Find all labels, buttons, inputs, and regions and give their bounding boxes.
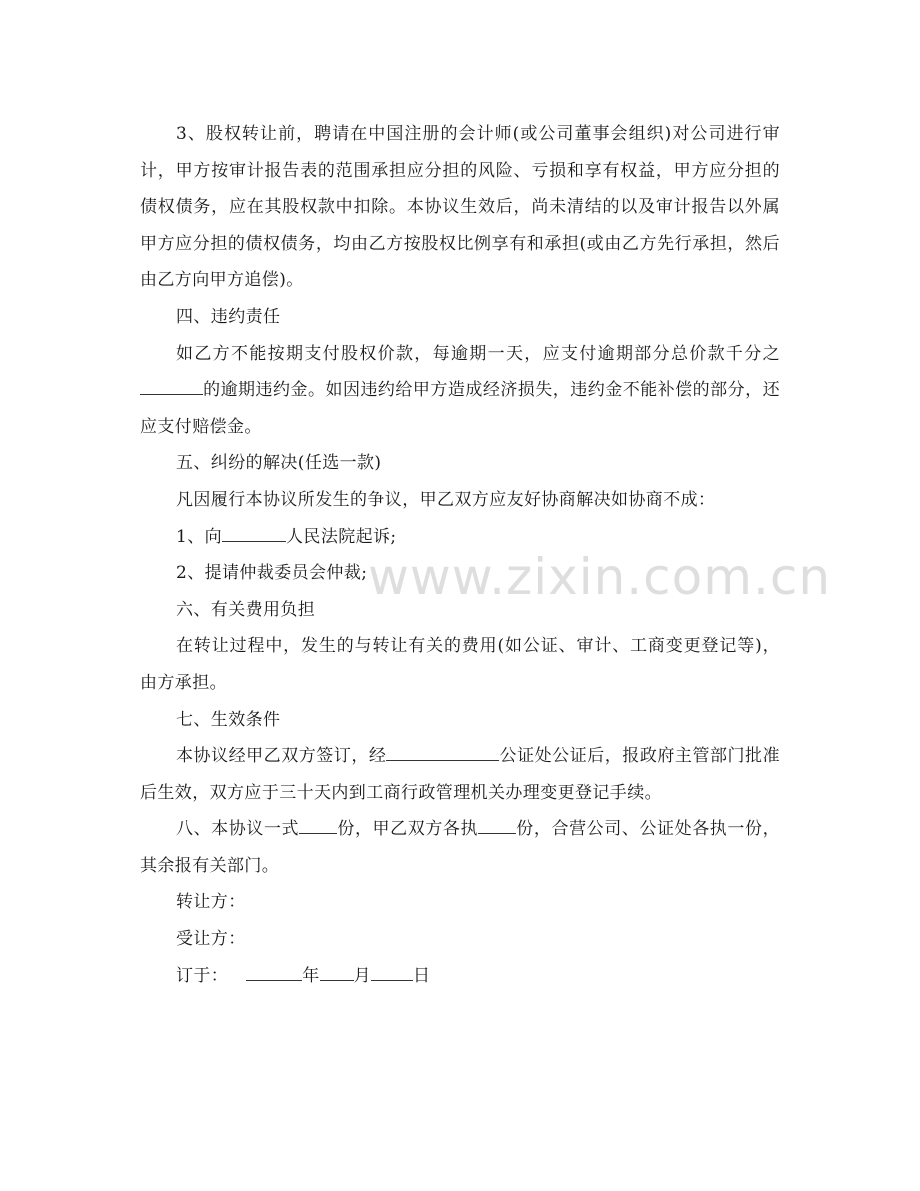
section-heading-fees: 六、有关费用负担 — [176, 599, 316, 620]
section-heading-dispute: 五、纠纷的解决(任选一款) — [176, 453, 382, 474]
year-blank — [246, 965, 302, 981]
document-body — [140, 116, 780, 994]
effect-text-b: 公证处公证后，报政府主管部门批准后生效，双方应于三十天内到工商行政管理机关办理变更登记手续。 — [140, 746, 780, 803]
month-blank — [320, 965, 354, 981]
breach-text-b: 的逾期违约金。如因违约给甲方造成经济损失，违约金不能补偿的部分，还应支付赔偿金。 — [140, 380, 780, 437]
each-party-copies-blank — [478, 818, 516, 834]
breach-text-a: 如乙方不能按期支付股权价款，每逾期一天，应支付逾期部分总价款千分之 — [176, 343, 780, 364]
penalty-rate-blank — [140, 379, 203, 395]
day-blank — [371, 965, 413, 981]
breach-paragraph — [140, 336, 780, 446]
copies-text-b: 份，甲乙双方各执 — [337, 819, 479, 840]
dispute-paragraph: 凡因履行本协议所发生的争议，甲乙双方应友好协商解决如协商不成： — [176, 489, 716, 510]
clause-3-paragraph: 3、股权转让前，聘请在中国注册的会计师(或公司董事会组织)对公司进行审计，甲方按审计报告表的范围承担应分担的风险、亏损和享有权益，甲方应分担的债权债务，应在其股权款中扣除。本协议生效后，尚未清结的以及审计报告以外属甲方应分担的债权债务，均由乙方按股权比例享有和承担(或由乙方先行承担，然后由乙方向甲方追偿)。 — [140, 124, 780, 291]
transferee-signature-line: 受让方： — [176, 929, 246, 950]
fees-paragraph: 在转让过程中，发生的与转让有关的费用(如公证、审计、工商变更登记等)，由方承担。 — [140, 636, 780, 693]
option-1-text-a: 1、向 — [176, 526, 223, 547]
watermark: www.zixin.com.cn — [368, 548, 832, 606]
total-copies-blank — [299, 818, 337, 834]
signed-on-label: 订于： — [176, 965, 229, 986]
dispute-option-2: 2、提请仲裁委员会仲裁; — [176, 563, 368, 584]
section-heading-effect: 七、生效条件 — [176, 709, 281, 730]
year-label: 年 — [302, 965, 320, 986]
copies-text-a: 八、本协议一式 — [176, 819, 300, 840]
day-label: 日 — [413, 965, 431, 986]
dispute-option-1 — [140, 519, 780, 556]
section-heading-breach: 四、违约责任 — [176, 306, 281, 327]
transferor-signature-line: 转让方： — [176, 892, 246, 913]
month-label: 月 — [353, 965, 372, 986]
copies-text-c: 份，合营公司、公证处各执一份，其余报有关部门。 — [140, 819, 780, 876]
copies-paragraph — [140, 811, 780, 884]
effect-text-a: 本协议经甲乙双方签订，经 — [176, 746, 387, 767]
option-1-text-b: 人民法院起诉; — [286, 526, 397, 547]
court-name-blank — [222, 526, 286, 542]
signing-date-line — [140, 958, 780, 995]
notary-office-blank — [386, 745, 499, 761]
effect-paragraph — [140, 738, 780, 811]
